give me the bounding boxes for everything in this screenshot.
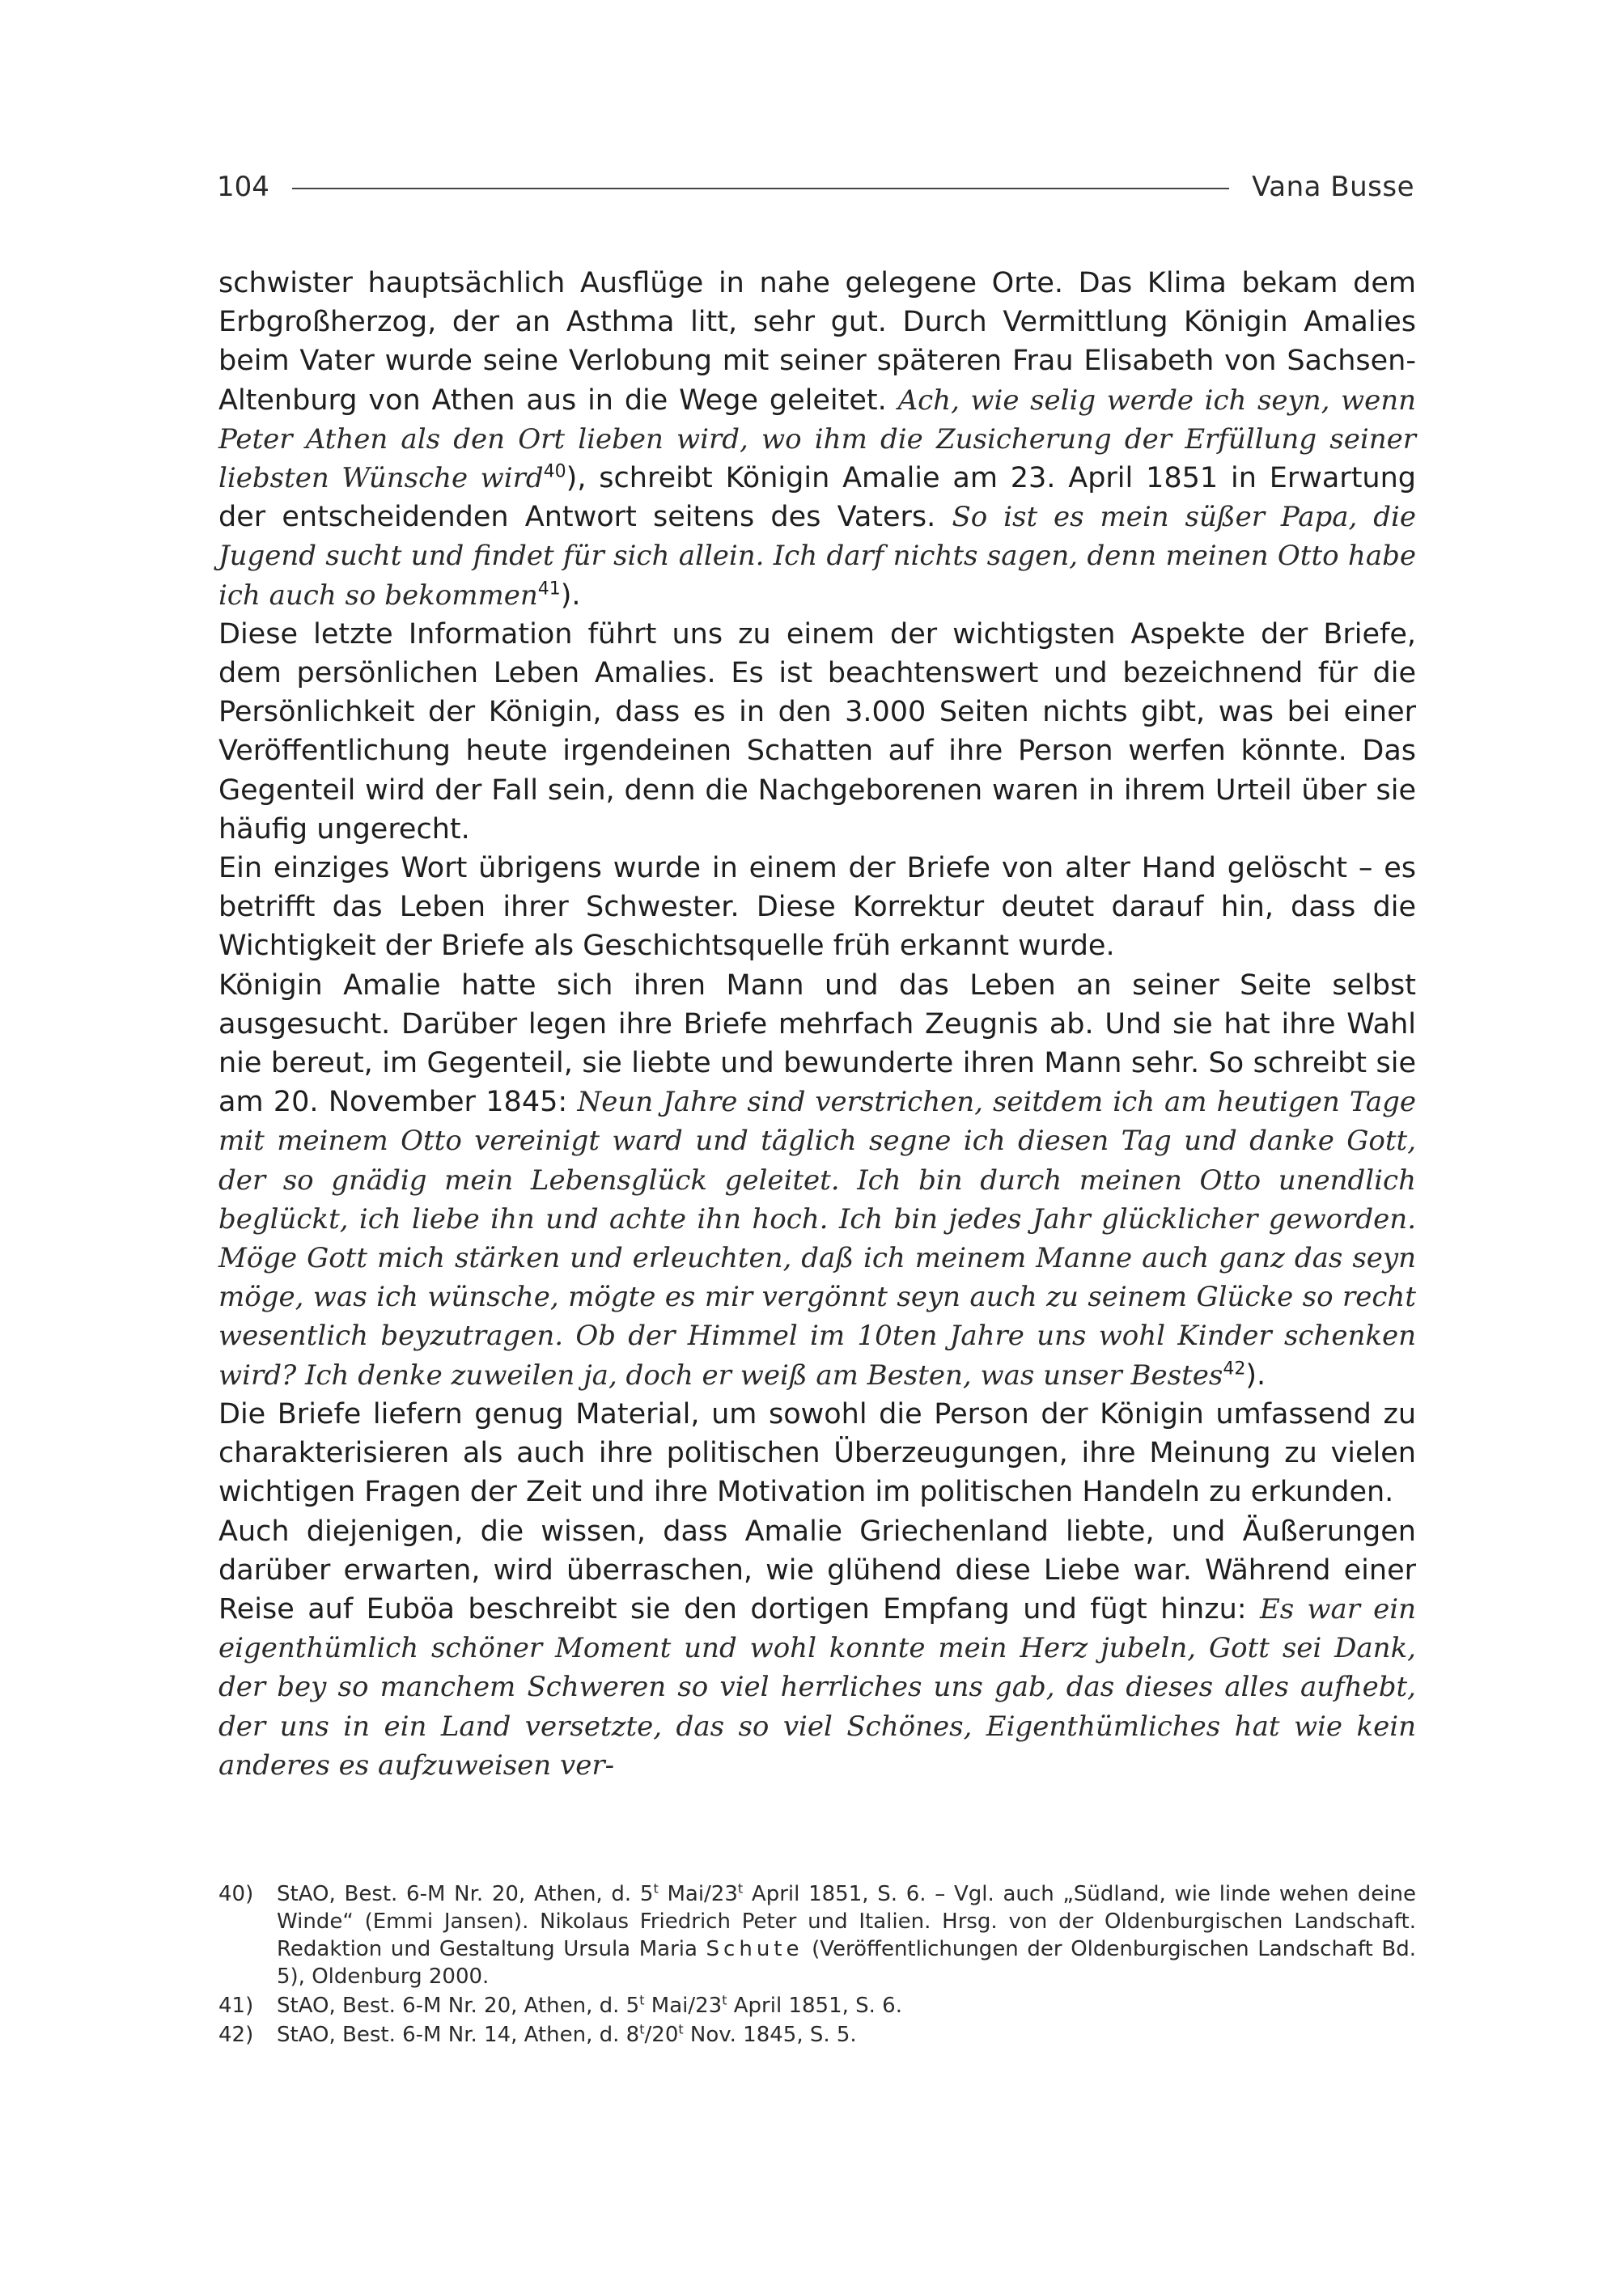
paragraph-1 bbox=[218, 264, 1416, 615]
footnote-superscript: t bbox=[722, 1992, 727, 2008]
footnote-superscript: t bbox=[639, 2021, 645, 2037]
footnote-number: 42) bbox=[218, 2023, 254, 2047]
footnote-text-part: StAO, Best. 6-M Nr. 20, Athen, d. 5 bbox=[277, 1882, 654, 1906]
footnote-41 bbox=[218, 1992, 1416, 2020]
paragraph-1-text: ), schreibt Königin Amalie am 23. April 1851 in Erwartung der entscheidenden Antwort seitens des Vaters. bbox=[218, 462, 1416, 534]
footnote-superscript: t bbox=[678, 2021, 684, 2037]
footnote-text-part: Mai/23 bbox=[644, 1994, 723, 2018]
footnote-superscript: t bbox=[653, 1880, 659, 1897]
header-rule bbox=[292, 188, 1229, 189]
footnote-superscript: t bbox=[639, 1992, 645, 2008]
paragraph-4-text: Königin Amalie hatte sich ihren Mann und das Leben an seiner Seite selbst ausgesucht. Darüber legen ihre Briefe mehrfach Zeugnis ab. Und sie hat ihre Wahl nie bereut, im Gegenteil, sie liebte und bewunderte ihren Mann sehr. So schreibt sie am 20. November 1845: bbox=[218, 968, 1416, 1119]
quote-3: Neun Jahre sind verstrichen, seitdem ich am heutigen Tage mit meinem Otto vereinigt ward und täglich segne ich diesen Tag und danke Gott, der so gnädig mein Lebensglück geleitet. Ich bin durch meinen Otto unendlich beglückt, ich liebe ihn und achte ihn hoch. Ich bin jedes Jahr glücklicher geworden. Möge Gott mich stärken und erleuchten, daß ich meinem Manne auch ganz das seyn möge, was ich wünsche, mögte es mir vergönnt seyn auch zu seinem Glücke so recht wesentlich beyzutragen. Ob der Himmel im 10ten Jahre uns wohl Kinder schenken wird? Ich denke zuweilen ja, doch er weiß am Besten, was unser Bestes bbox=[218, 1086, 1416, 1392]
footnote-text-part: StAO, Best. 6-M Nr. 20, Athen, d. 5 bbox=[277, 1994, 640, 2018]
body-text bbox=[218, 264, 1416, 1785]
page-number: 104 bbox=[217, 171, 269, 203]
paragraph-1-text: schwister hauptsächlich Ausflüge in nahe gelegene Orte. Das Klima bekam dem Erbgroßherzog, der an Asthma litt, sehr gut. Durch Vermittlung Königin Amalies beim Vater wurde seine Verlobung mit seiner späteren Frau Elisabeth von Sachsen-Altenburg von Athen aus in die Wege geleitet. bbox=[218, 267, 1416, 417]
footnote-text-part: /20 bbox=[644, 2023, 679, 2047]
footnote-text-part: StAO, Best. 6-M Nr. 14, Athen, d. 8 bbox=[277, 2023, 640, 2047]
footnote-text bbox=[277, 2021, 1416, 2049]
footnote-author-name: Schute bbox=[706, 1937, 804, 1961]
quote-4: Es war ein eigenthümlich schöner Moment und wohl konnte mein Herz jubeln, Gott sei Dank, der bey so manchem Schweren so viel herrliches uns gab, das dieses alles aufhebt, der uns in ein Land versetzte, das so viel Schönes, Eigenthümliches hat wie kein anderes es aufzuweisen ver- bbox=[218, 1592, 1417, 1782]
footnotes bbox=[218, 1880, 1416, 2050]
footnote-text bbox=[277, 1992, 1416, 2020]
paragraph-6 bbox=[218, 1512, 1416, 1785]
footnote-text-part: Mai/23 bbox=[658, 1882, 738, 1906]
footnote-text bbox=[277, 1880, 1416, 1990]
footnote-text-part: (Veröffentlichungen der Oldenburgischen Landschaft Bd. 5), Oldenburg 2000. bbox=[277, 1937, 1416, 1989]
footnote-ref-40: 40 bbox=[543, 461, 566, 482]
footnote-40 bbox=[218, 1880, 1416, 1990]
quote-2: So ist es mein süßer Papa, die Jugend sucht und findet für sich allein. Ich darf nichts sagen, denn meinen Otto habe ich auch so bekommen bbox=[218, 501, 1416, 612]
quote-1: Ach, wie selig werde ich seyn, wenn Peter Athen als den Ort lieben wird, wo ihm die Zusicherung der Erfüllung seiner liebsten Wünsche wird bbox=[218, 384, 1416, 495]
paragraph-4-text: ). bbox=[1245, 1358, 1266, 1392]
footnote-text-part: Nov. 1845, S. 5. bbox=[683, 2023, 857, 2047]
paragraph-1-text: ). bbox=[560, 579, 581, 612]
running-head bbox=[217, 167, 1414, 207]
paragraph-4 bbox=[218, 966, 1416, 1395]
footnote-ref-42: 42 bbox=[1223, 1358, 1246, 1380]
footnote-42 bbox=[218, 2021, 1416, 2049]
running-head-author: Vana Busse bbox=[1252, 171, 1414, 203]
paragraph-3: Ein einziges Wort übrigens wurde in einem der Briefe von alter Hand gelöscht – es betrifft das Leben ihrer Schwester. Diese Korrektur deutet darauf hin, dass die Wichtigkeit der Briefe als Geschichtsquelle früh erkannt wurde. bbox=[218, 852, 1416, 963]
footnote-number: 41) bbox=[218, 1994, 254, 2018]
paragraph-5: Die Briefe liefern genug Material, um sowohl die Person der Königin umfassend zu charakterisieren als auch ihre politischen Überzeugungen, ihre Meinung zu vielen wichtigen Fragen der Zeit und ihre Motivation im politischen Handeln zu erkunden. bbox=[218, 1397, 1416, 1509]
footnote-superscript: t bbox=[737, 1880, 744, 1897]
footnote-text-part: April 1851, S. 6. – Vgl. auch „Südland, wie linde wehen deine Winde“ (Emmi Jansen). Nikolaus Friedrich Peter und Italien. Hrsg. von der Oldenburgischen Landschaft. Redaktion und Gestaltung Ursula Maria bbox=[277, 1882, 1416, 1961]
paragraph-2: Diese letzte Information führt uns zu einem der wichtigsten Aspekte der Briefe, dem persönlichen Leben Amalies. Es ist beachtenswert und bezeichnend für die Persönlichkeit der Königin, dass es in den 3.000 Seiten nichts gibt, was bei einer Veröffentlichung heute irgendeinen Schatten auf ihre Person werfen könnte. Das Gegenteil wird der Fall sein, denn die Nachgeborenen waren in ihrem Urteil über sie häufig ungerecht. bbox=[218, 617, 1416, 846]
footnote-number: 40) bbox=[218, 1882, 254, 1906]
footnote-ref-41: 41 bbox=[537, 578, 561, 599]
paragraph-6-text: Auch diejenigen, die wissen, dass Amalie Griechenland liebte, und Äußerungen darüber erwarten, wird überraschen, wie glühend diese Liebe war. Während einer Reise auf Euböa beschreibt sie den dortigen Empfang und fügt hinzu: bbox=[218, 1515, 1416, 1625]
footnote-text-part: April 1851, S. 6. bbox=[727, 1994, 902, 2018]
